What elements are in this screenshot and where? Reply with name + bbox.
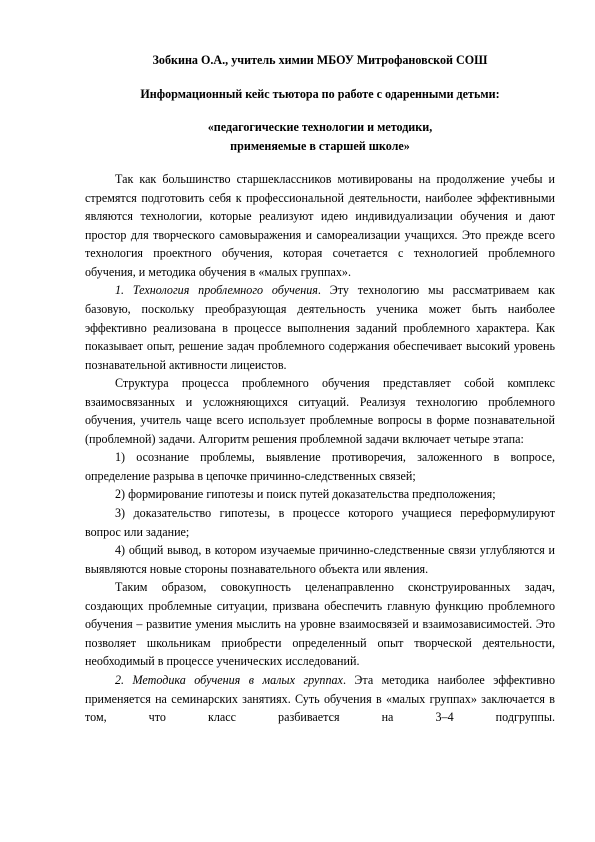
problem-learning-text: . Эту технологию мы рассматриваем как базовую, поскольку преобразующая деятельность ученика может быть наиболее эффективно реализована в процессе выполнения заданий проблемного характера. Как показывает опыт, решение задач проблемного содержания обеспечивает высокий уровень познавательной активности лицеистов.: [85, 283, 555, 372]
author-line: Зобкина О.А., учитель химии МБОУ Митрофановской СОШ: [152, 53, 488, 67]
step-2: 2) формирование гипотезы и поиск путей доказательства предположения;: [115, 487, 496, 502]
small-groups-text: . Эта методика наиболее эффективно применяется на семинарских занятиях. Суть обучения в «малых группах» заключается в том, что класс разбивается на 3–4 подгруппы.: [85, 672, 555, 725]
topic-title: [85, 118, 555, 155]
step-4: 4) общий вывод, в котором изучаемые причинно-следственные связи углубляются и выявляются новые стороны познавательного объекта или явления.: [85, 543, 555, 576]
summary-paragraph: Таким образом, совокупность целенаправленно сконструированных задач, создающих проблемные ситуации, призвана обеспечить главную функцию проблемного обучения – развитие умения мыслить на уровне взаимосвязей и взаимозависимостей. Это позволяет школьникам приобрести определенный опыт творческой деятельности, необходимый в процессе ученических исследований.: [85, 580, 555, 669]
step-3: 3) доказательство гипотезы, в процессе которого учащиеся переформулируют вопрос или задание;: [85, 506, 555, 539]
small-groups-paragraph: [85, 671, 555, 727]
problem-learning-paragraph: [85, 281, 555, 374]
intro-paragraph: Так как большинство старшеклассников мотивированы на продолжение учебы и стремятся подготовить себя к профессиональной деятельности, наиболее эффективными являются технологии, которые реализуют идею индивидуализации обучения и дают простор для творческого самовыражения и самореализации учащихся. Это прежде всего технология проектного обучения, которая сочетается с технологией проблемного обучения, и методика обучения в «малых группах».: [85, 172, 555, 279]
small-groups-title: 2. Методика обучения в малых группах: [115, 672, 343, 687]
step-1: 1) осознание проблемы, выявление противоречия, заложенного в вопросе, определение разрыва в цепочке причинно-следственных связей;: [85, 450, 555, 483]
problem-learning-title: 1. Технология проблемного обучения: [115, 283, 318, 298]
topic-title-line-1: «педагогические технологии и методики,: [207, 120, 433, 135]
structure-paragraph: Структура процесса проблемного обучения представляет собой комплекс взаимосвязанных и усложняющихся ситуаций. Реализуя технологию проблемного обучения, учитель чаще всего использует проблемные вопросы в форме познавательной (проблемной) задачи. Алгоритм решения проблемной задачи включает четыре этапа:: [85, 376, 555, 446]
document-content: [85, 51, 555, 727]
topic-title-line-2: применяемые в старшей школе»: [230, 138, 410, 153]
case-title: Информационный кейс тьютора по работе с одаренными детьми:: [140, 86, 500, 101]
body-text: [85, 170, 555, 726]
